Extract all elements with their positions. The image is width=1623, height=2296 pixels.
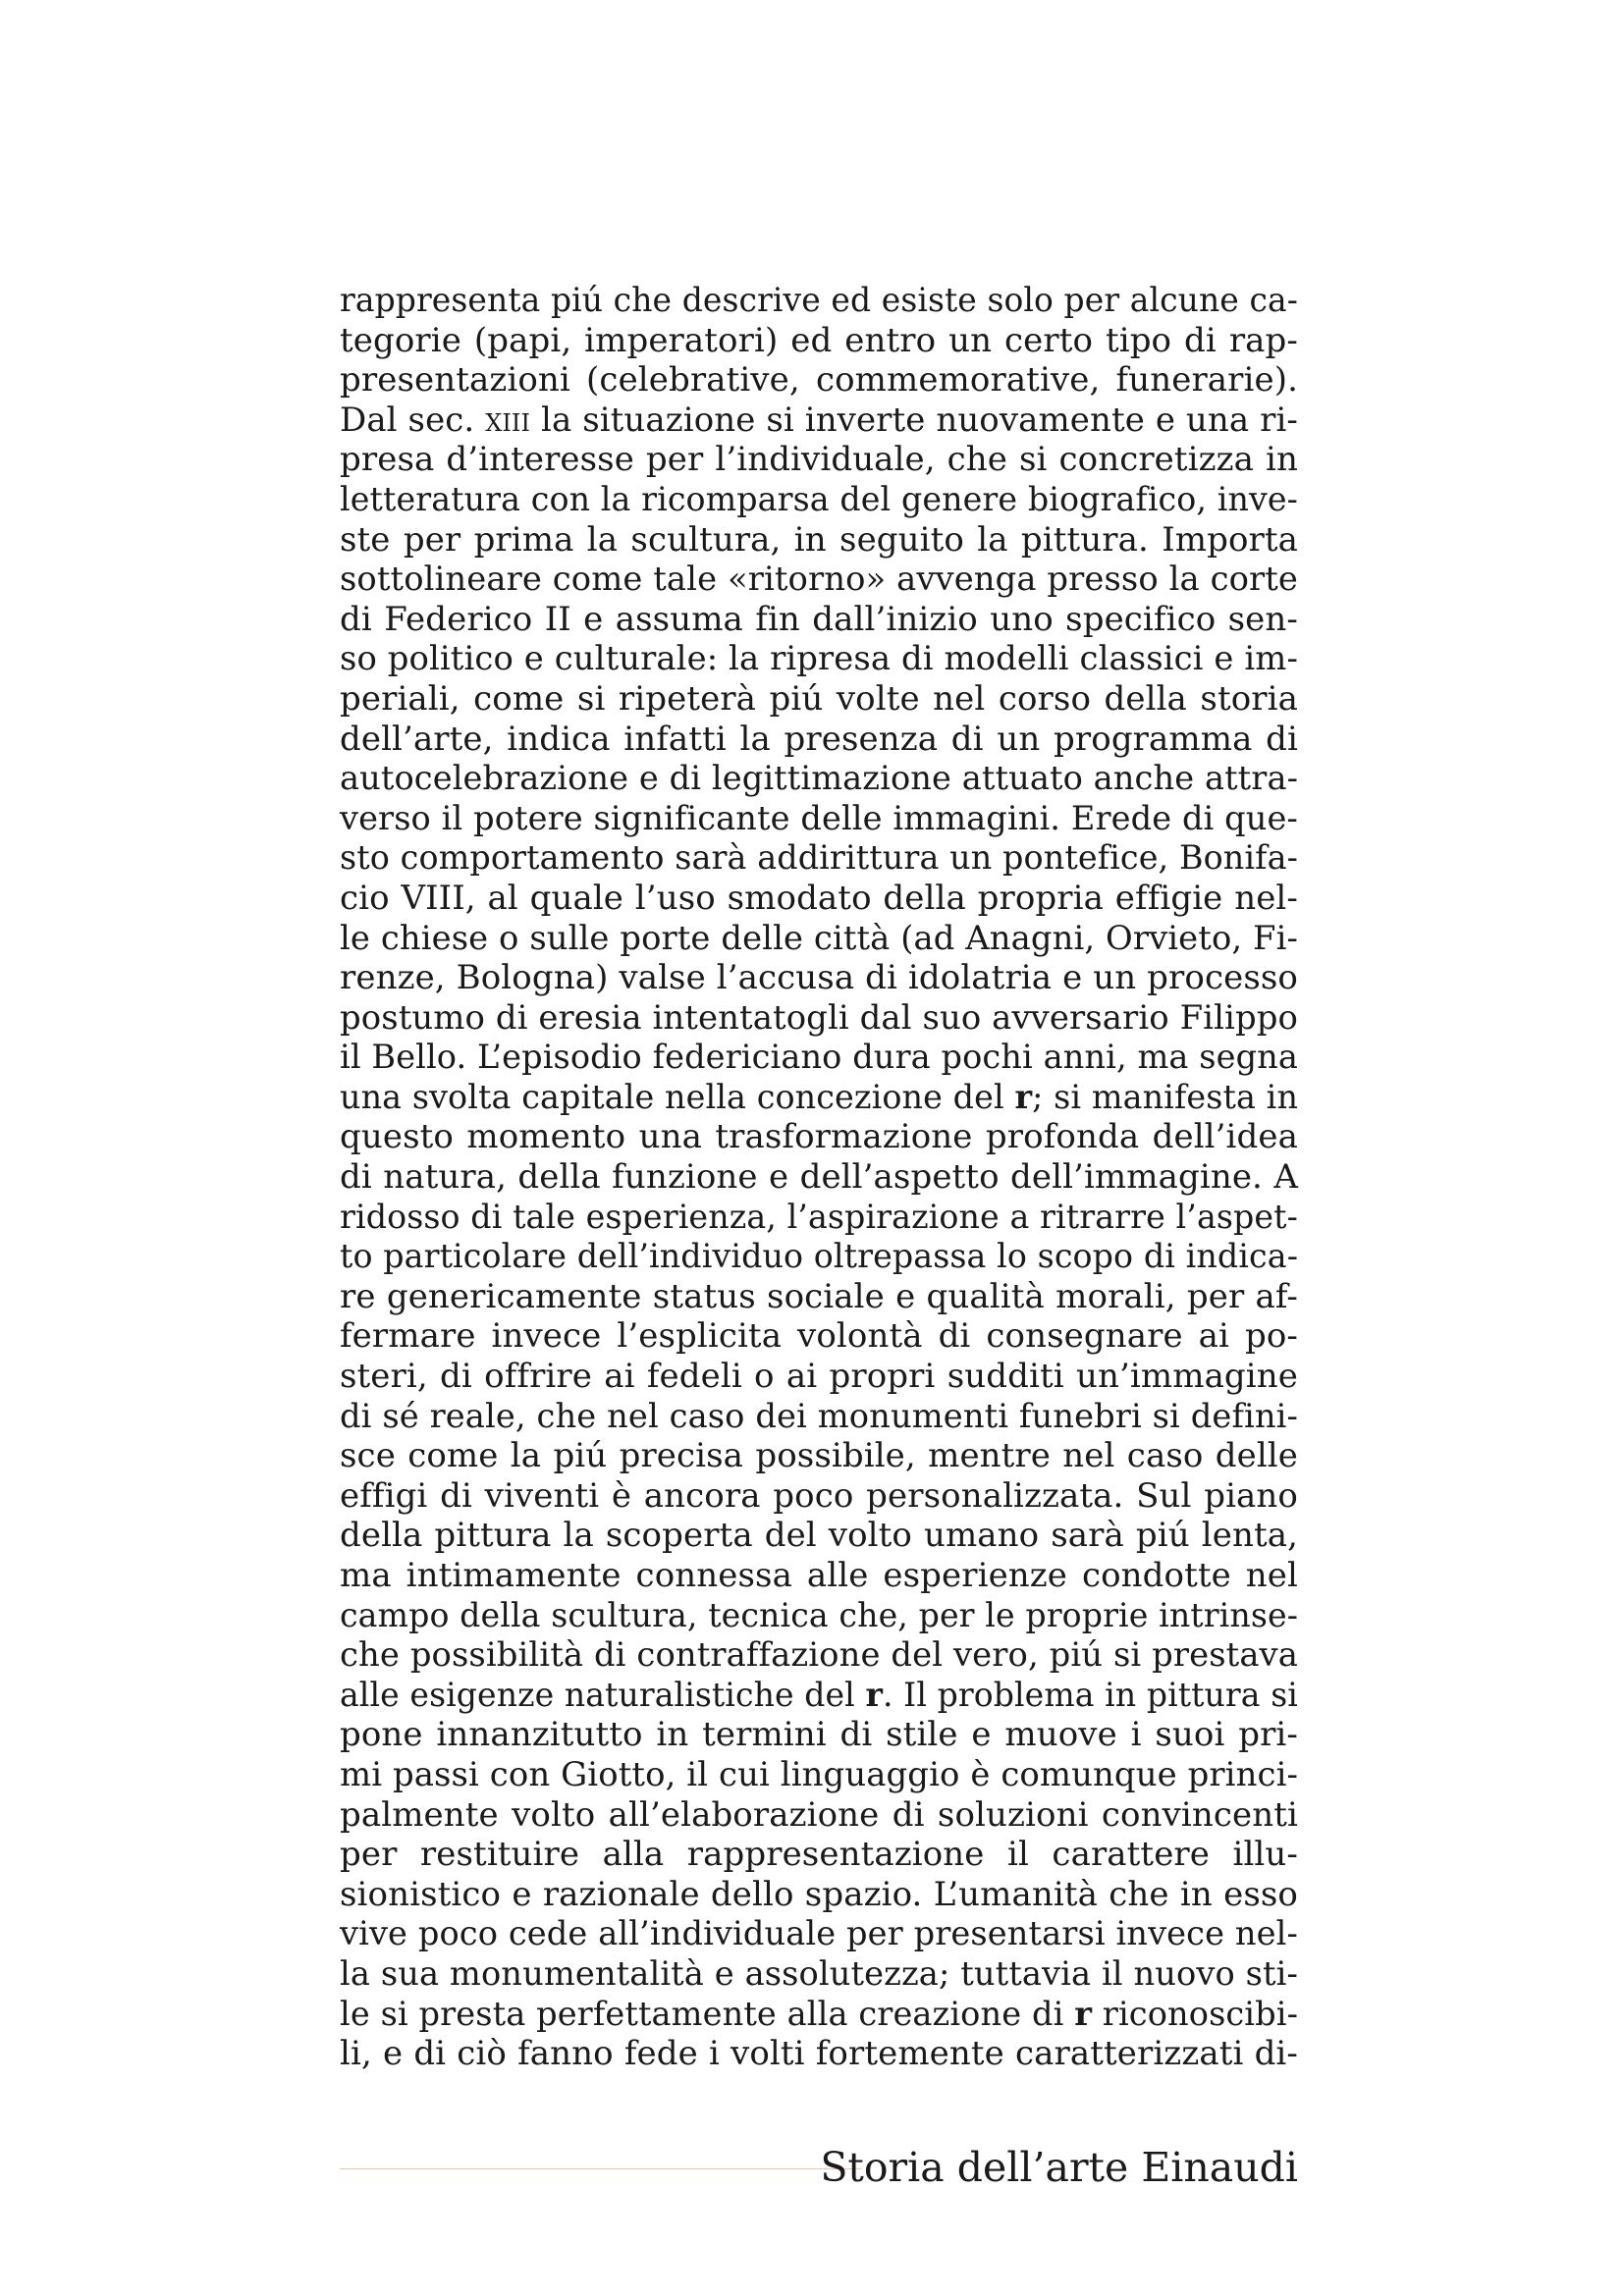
text-line: sce come la piú precisa possibile, mentre nel caso delle <box>340 1436 1298 1476</box>
text-line: tegorie (papi, imperatori) ed entro un certo tipo di rap- <box>340 320 1298 360</box>
text-line: fermare invece l’esplicita volontà di consegnare ai po- <box>340 1316 1298 1357</box>
text-line: palmente volto all’elaborazione di soluzioni convincenti <box>340 1794 1298 1835</box>
text-line: ste per prima la scultura, in seguito la pittura. Importa <box>340 519 1298 560</box>
text-line: della pittura la scoperta del volto umano sarà piú lenta, <box>340 1516 1298 1556</box>
text-line: rappresenta piú che descrive ed esiste solo per alcune ca- <box>340 281 1298 320</box>
text-line: cio VIII, al quale l’uso smodato della propria effigie nel- <box>340 878 1298 918</box>
text-line: periali, come si ripeterà piú volte nel corso della storia <box>340 678 1298 719</box>
text-line: vive poco cede all’individuale per presentarsi invece nel- <box>340 1914 1298 1954</box>
text-line: effigi di viventi è ancora poco personalizzata. Sul piano <box>340 1475 1298 1516</box>
text-line: so politico e culturale: la ripresa di modelli classici e im- <box>340 639 1298 679</box>
text-line: postumo di eresia intentatogli dal suo avversario Filippo <box>340 997 1298 1038</box>
text-line: per restituire alla rappresentazione il carattere illu- <box>340 1835 1298 1875</box>
text-line: ma intimamente connessa alle esperienze condotte nel <box>340 1556 1298 1595</box>
text-line: pone innanzitutto in termini di stile e muove i suoi pri- <box>340 1715 1298 1755</box>
text-line: sto comportamento sarà addirittura un pontefice, Bonifa- <box>340 838 1299 879</box>
text-line: di natura, della funzione e dell’aspetto dell’immagine. A <box>340 1157 1298 1198</box>
text-line: re genericamente status sociale e qualità morali, per af- <box>340 1276 1298 1316</box>
text-line: autocelebrazione e di legittimazione attuato anche attra- <box>340 759 1299 799</box>
text-line: campo della scultura, tecnica che, per le proprie intrinse- <box>340 1595 1299 1635</box>
text-line: le si presta perfettamente alla creazione di r riconoscibi- <box>340 1994 1299 2034</box>
body-text <box>340 281 1298 2074</box>
text-line: una svolta capitale nella concezione del r; si manifesta in <box>340 1077 1299 1117</box>
text-line: la sua monumentalità e assolutezza; tuttavia il nuovo sti- <box>340 1953 1298 1994</box>
footer-title: Storia dell’arte Einaudi <box>820 2144 1298 2191</box>
text-line: presentazioni (celebrative, commemorative, funerarie). <box>340 360 1298 400</box>
text-line: mi passi con Giotto, il cui linguaggio è comunque princi- <box>340 1754 1299 1794</box>
text-line: che possibilità di contraffazione del vero, piú si prestava <box>340 1635 1298 1676</box>
text-line: le chiese o sulle porte delle città (ad Anagni, Orvieto, Fi- <box>340 918 1299 958</box>
text-line: letteratura con la ricomparsa del genere biografico, inve- <box>340 479 1298 519</box>
text-line: presa d’interesse per l’individuale, che si concretizza in <box>340 440 1298 480</box>
text-line: di Federico II e assuma fin dall’inizio uno specifico sen- <box>340 599 1298 639</box>
text-line: to particolare dell’individuo oltrepassa lo scopo di indica- <box>340 1237 1299 1277</box>
text-line: il Bello. L’episodio federiciano dura pochi anni, ma segna <box>340 1038 1298 1078</box>
text-line: renze, Bologna) valse l’accusa di idolatria e un processo <box>340 958 1298 998</box>
text-line: ridosso di tale esperienza, l’aspirazione a ritrarre l’aspet- <box>340 1197 1298 1237</box>
text-line: sionistico e razionale dello spazio. L’umanità che in esso <box>340 1874 1298 1914</box>
text-line: sottolineare come tale «ritorno» avvenga presso la corte <box>340 560 1299 600</box>
text-line: verso il potere significante delle immagini. Erede di que- <box>340 798 1298 838</box>
footer-rule <box>340 2168 862 2169</box>
text-line: alle esigenze naturalistiche del r. Il problema in pittura si <box>340 1675 1298 1715</box>
text-line: li, e di ciò fanno fede i volti fortemente caratterizzati di- <box>340 2034 1298 2074</box>
text-line: Dal sec. xiii la situazione si inverte nuovamente e una ri- <box>340 400 1298 440</box>
text-line: steri, di offrire ai fedeli o ai propri sudditi un’immagine <box>340 1357 1298 1397</box>
text-line: dell’arte, indica infatti la presenza di un programma di <box>340 719 1298 759</box>
text-line: di sé reale, che nel caso dei monumenti funebri si defini- <box>340 1396 1299 1436</box>
text-line: questo momento una trasformazione profonda dell’idea <box>340 1117 1298 1157</box>
